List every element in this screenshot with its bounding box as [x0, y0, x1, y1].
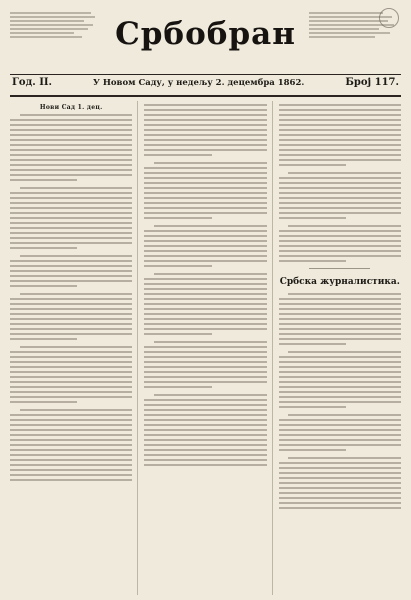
dateline: [10, 75, 401, 97]
column-middle: [144, 101, 272, 595]
article-paragraph: [279, 457, 401, 509]
column-left-heading: Нови Сад 1. дец.: [39, 104, 103, 111]
article-paragraph: [144, 162, 266, 219]
newspaper-title: Србобран: [115, 16, 296, 52]
article-paragraph: [144, 104, 266, 156]
masthead: [10, 6, 401, 75]
article-paragraph: [279, 293, 401, 345]
library-seal-icon: [379, 8, 399, 28]
article-paragraph: [10, 255, 132, 287]
article-paragraph: [279, 351, 401, 408]
issue-number: Број 117.: [345, 77, 399, 88]
place-date: У Новом Саду, у недељу 2. децембра 1862.: [93, 78, 305, 88]
article-paragraph: [279, 104, 401, 166]
article-paragraph: [10, 293, 132, 340]
article-paragraph: [144, 225, 266, 267]
column-right: [279, 101, 401, 595]
section-title: Србска журналистика.: [279, 277, 400, 287]
section-divider: [309, 268, 370, 269]
article-paragraph: [10, 114, 132, 181]
volume-label: Год. II.: [12, 77, 53, 88]
article-paragraph: [144, 341, 266, 388]
masthead-left-notice: [10, 10, 102, 62]
article-paragraph: [10, 187, 132, 249]
article-paragraph: [10, 346, 132, 403]
article-paragraph: [279, 414, 401, 451]
article-paragraph: [144, 394, 266, 466]
article-columns: [10, 97, 401, 595]
article-paragraph: [10, 409, 132, 481]
article-paragraph: [144, 273, 266, 335]
article-paragraph: [279, 172, 401, 219]
column-left: [10, 101, 138, 595]
article-paragraph: [279, 225, 401, 262]
